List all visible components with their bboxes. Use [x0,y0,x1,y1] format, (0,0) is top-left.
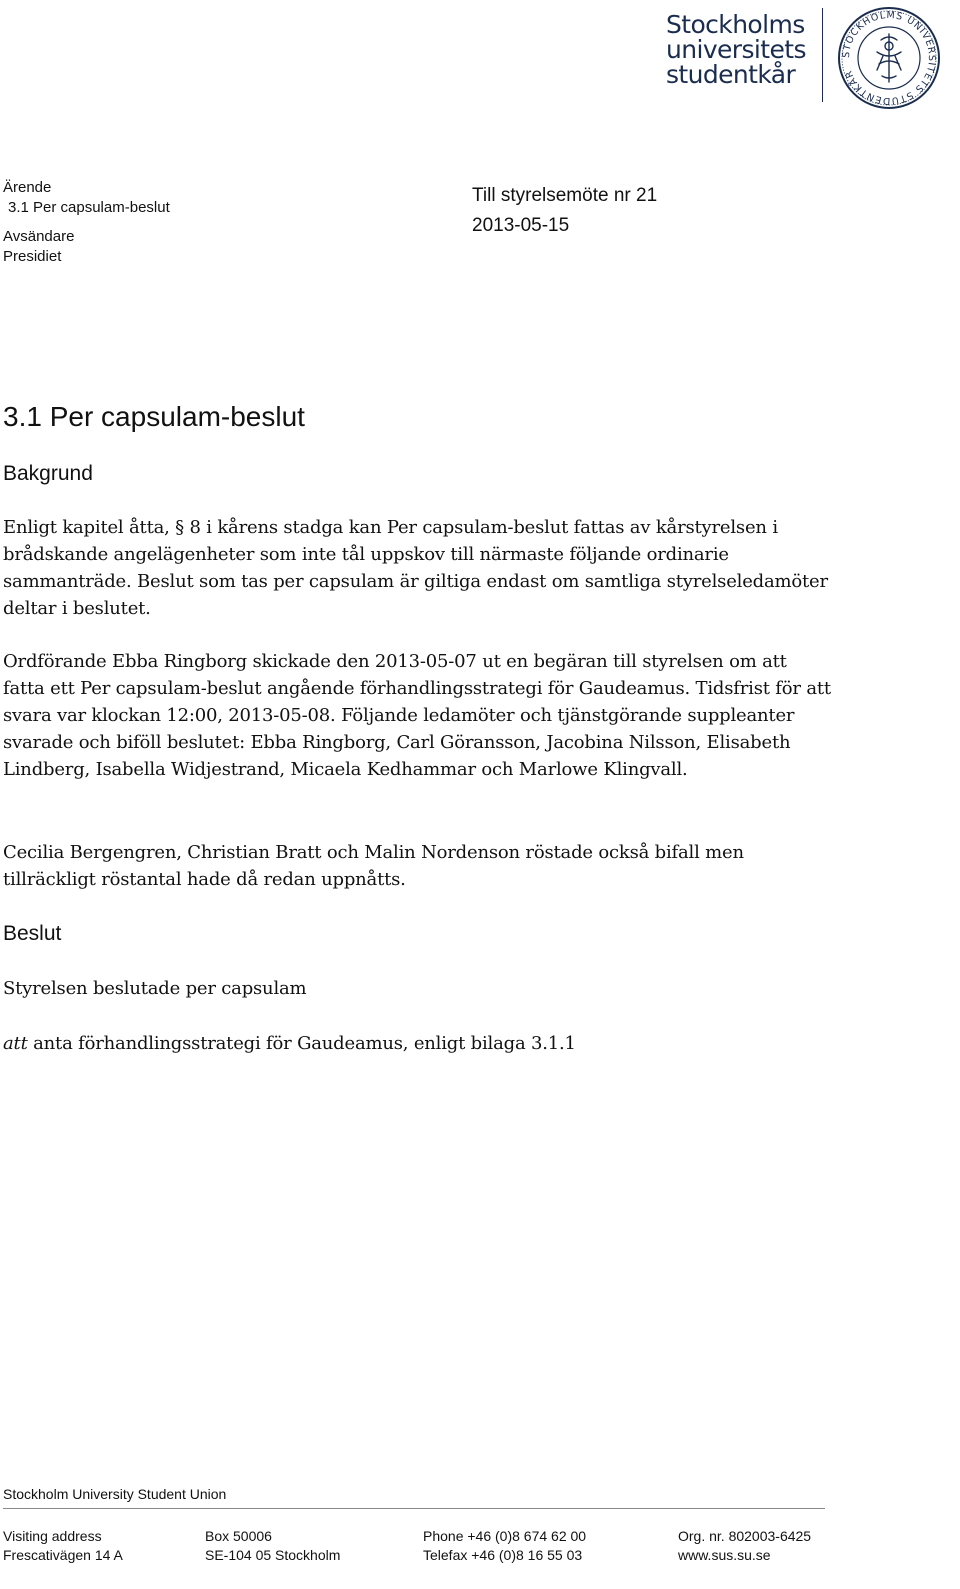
footer-divider [3,1508,825,1509]
footer-website-link[interactable]: www.sus.su.se [678,1547,771,1563]
logo-wordmark [666,12,814,87]
logo-line-3: studentkår [666,60,796,89]
decision-clause [3,1030,833,1057]
avsandare-label: Avsändare [3,228,75,245]
paragraph-background: Enligt kapitel åtta, § 8 i kårens stadga kan Per capsulam-beslut fattas av kårstyrelsen i brådskande angelägenheter som inte tål uppskov till närmaste följande ordinarie sammanträde. Beslut som tas per capsulam är giltiga endast om samtliga styrelseledamöter deltar i beslutet. [3,517,828,619]
page-title: 3.1 Per capsulam-beslut [3,401,305,432]
decision-text: anta förhandlingsstrategi för Gaudeamus, enligt bilaga 3.1.1 [27,1033,576,1054]
paragraph-additional-votes: Cecilia Bergengren, Christian Bratt och Malin Nordenson röstade också bifall men tillräckligt röstantal hade då redan uppnåtts. [3,842,744,890]
footer-fax: Telefax +46 (0)8 16 55 03 [423,1547,583,1563]
footer-phone: Phone +46 (0)8 674 62 00 [423,1528,587,1544]
logo-divider [822,8,823,102]
logo-line-1: Stockholms [666,10,805,39]
footer-visiting-label: Visiting address [3,1528,102,1544]
university-seal-icon [837,6,941,110]
footer-org-nr: Org. nr. 802003-6425 [678,1528,812,1544]
footer-visiting-street: Frescativägen 14 A [3,1547,123,1563]
background-heading: Bakgrund [3,462,93,485]
meeting-title: Till styrelsemöte nr 21 [472,185,658,206]
decision-intro: Styrelsen beslutade per capsulam [3,978,307,999]
decision-heading: Beslut [3,922,62,945]
footer-postal: SE-104 05 Stockholm [205,1547,341,1563]
paragraph-request: Ordförande Ebba Ringborg skickade den 2013-05-07 ut en begäran till styrelsen om att fatta ett Per capsulam-beslut angående förhandlingsstrategi för Gaudeamus. Tidsfrist för att svara var klockan 12:00, 2013-05-08. Följande ledamöter och tjänstgörande suppleanter svarade och biföll beslutet: Ebba Ringborg, Carl Göransson, Jacobina Nilsson, Elisabeth Lindberg, Isabella Widjestrand, Micaela Kedhammar och Marlowe Klingvall. [3,651,831,780]
arende-label: Ärende [3,179,52,196]
arende-value: 3.1 Per capsulam-beslut [8,199,170,216]
footer-box: Box 50006 [205,1528,272,1544]
footer-organization: Stockholm University Student Union [3,1486,227,1502]
avsandare-value: Presidiet [3,248,62,265]
logo-line-2: universitets [666,35,806,64]
decision-att: att [3,1033,28,1054]
seal-ring-text: STOCKHOLMS UNIVERSITETS STUDENTKÅR [840,9,938,107]
meeting-date: 2013-05-15 [472,215,570,236]
